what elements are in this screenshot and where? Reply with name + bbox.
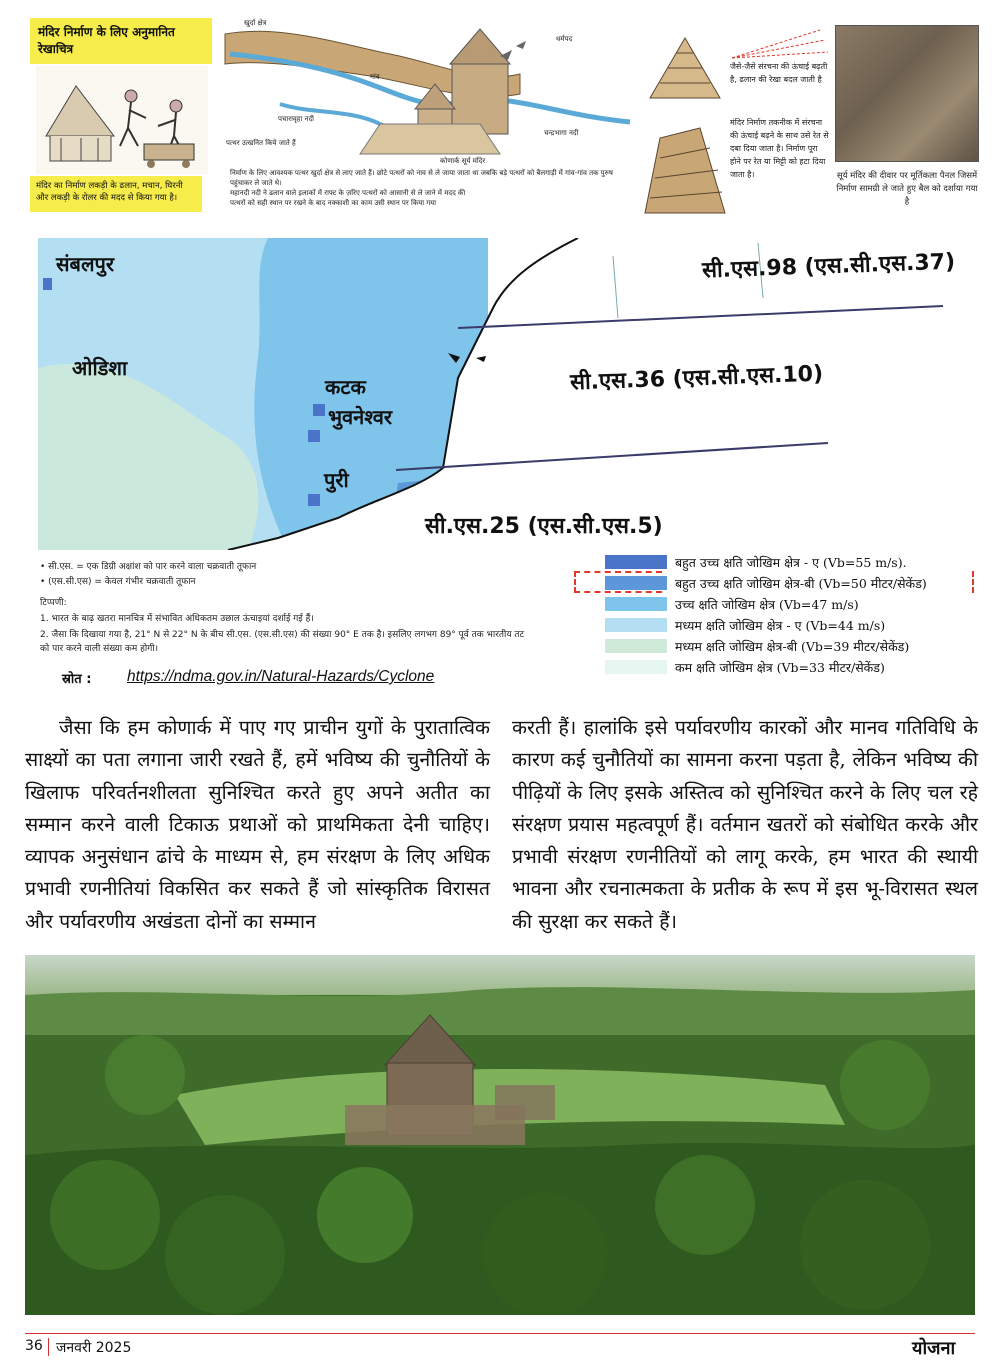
legend-label-low: कम क्षति जोखिम क्षेत्र (Vb=33 मीटर/सेकेंड) bbox=[675, 660, 885, 675]
abbr-note-2-text: (एस.सी.एस) = केवल गंभीर चक्रवाती तूफान bbox=[48, 577, 196, 587]
label-khurda: खुर्दा क्षेत्र bbox=[244, 19, 267, 27]
legend-item-moderate-a bbox=[675, 617, 885, 634]
legend-label-moderate-a: मध्यम क्षति जोखिम क्षेत्र - ए (Vb=44 m/s) bbox=[675, 618, 886, 633]
legend-swatch-moderate-b bbox=[605, 639, 667, 653]
illustration-bullets bbox=[230, 168, 630, 208]
abbr-note-2: • (एस.सी.एस) = केवल गंभीर चक्रवाती तूफान bbox=[40, 577, 196, 587]
panel-caption: सूर्य मंदिर की दीवार पर मूर्तिकला पैनल जिसमें निर्माण सामग्री ले जाते हुए बैल को दर्शाया गया है bbox=[836, 171, 978, 207]
issue-month: जनवरी 2025 bbox=[56, 1340, 132, 1356]
legend-swatch-high bbox=[605, 597, 667, 611]
label-konark: कोणार्क सूर्य मंदिर bbox=[440, 157, 486, 165]
abbr-note-1: • सी.एस. = एक डिग्री अक्षांश को पार करने वाला चक्रवाती तूफान bbox=[40, 562, 257, 572]
magazine-name: योजना bbox=[912, 1338, 956, 1359]
legend-item-zone-a bbox=[675, 554, 907, 571]
track-cs25: सी.एस.25 (एस.सी.एस.5) bbox=[425, 514, 663, 539]
slope-note: जैसे-जैसे संरचना की ऊंचाई बढ़ती है, ढलान की रेखा बदल जाती है bbox=[730, 62, 828, 84]
legend-swatch-zone-a bbox=[605, 555, 667, 569]
place-puri: पुरी bbox=[324, 468, 349, 492]
article-column-1: जैसा कि हम कोणार्क में पाए गए प्राचीन युगों के पुरातात्विक साक्ष्यों का पता लगाना जारी रखते हैं, हमें भविष्य की चुनौतियों के खिलाफ परिवर्तनशीलता सुनिश्चित करते हुए अपने अतीत का सम्मान करने वाली टिकाऊ प्रथाओं को प्राथमिकता देनी चाहिए। व्यापक अनुसंधान ढांचे के माध्यम से, हम संरक्षण के लिए अधिक प्रभावी रणनीतियां विकसित कर सकते हैं जो सांस्कृतिक विरासत और पर्यावरणीय अखंडता दोनों का सम्मान bbox=[25, 716, 490, 933]
source-link[interactable]: https://ndma.gov.in/Natural-Hazards/Cyclone bbox=[127, 668, 435, 685]
label-prachi: पचारावृहा नदी bbox=[278, 115, 314, 123]
footer-divider bbox=[48, 1338, 49, 1356]
legend-label-zone-b: बहुत उच्च क्षति जोखिम क्षेत्र-बी (Vb=50 मीटर/सेकेंड) bbox=[675, 576, 927, 591]
track-cs36: सी.एस.36 (एस.सी.एस.10) bbox=[569, 361, 824, 396]
page-number: 36 bbox=[25, 1338, 43, 1354]
workers-sketch bbox=[36, 66, 208, 174]
track-cs98: सी.एस.98 (एस.सी.एस.37) bbox=[701, 249, 956, 284]
legend-item-high bbox=[675, 596, 859, 613]
note-1: 1. भारत के बाढ़ खतरा मानचित्र में संभावित अधिकतम उछाल ऊंचाइयां दर्शाई गई हैं। bbox=[40, 614, 314, 624]
konark-aerial-photo bbox=[25, 955, 975, 1315]
illustration-title: मंदिर निर्माण के लिए अनुमानित रेखाचित्र bbox=[30, 18, 212, 64]
sculpture-panel-image bbox=[835, 25, 979, 162]
cyclone-risk-map bbox=[38, 238, 960, 550]
sand-note: मंदिर निर्माण तकनीक में संरचना की ऊंचाई बढ़ने के साथ उसे रेत से दबा दिया जाता है। निर्माण पूरा होने पर रेत या मिट्टी को हटा दिया जाता है। bbox=[730, 118, 829, 179]
label-chandrabhaga: चन्द्रभागा नदी bbox=[544, 129, 579, 137]
place-odisha: ओडिशा bbox=[72, 356, 128, 380]
bullet-3: पत्थरों को सही स्थान पर रखने के बाद नक्काशी का काम उसी स्थान पर किया गया bbox=[230, 199, 437, 207]
note-2a: 2. जैसा कि दिखाया गया है, 21° N से 22° N के बीच सी.एस. (एस.सी.एस) की संख्या 90° E तक है। इसलिए लगभग 89° पूर्व तक भारतीय तट bbox=[40, 630, 525, 640]
legend-label-zone-a: बहुत उच्च क्षति जोखिम क्षेत्र - ए (Vb=55 m/s). bbox=[675, 555, 907, 570]
label-dharmapad: धर्मपद bbox=[556, 35, 573, 43]
legend-swatch-low bbox=[605, 660, 667, 674]
legend-item-low bbox=[675, 659, 885, 676]
place-sambalpur: संबलपुर bbox=[56, 252, 115, 276]
place-cuttack: कटक bbox=[325, 375, 366, 399]
source-label: स्रोत : bbox=[62, 672, 92, 687]
bullet-2: महानदी नदी ने ढलान वाले इलाकों में राफ्ट के ज़रिए पत्थरों को आसानी से ले जाने में मदद की bbox=[230, 189, 466, 197]
abbr-note-1-text: सी.एस. = एक डिग्री अक्षांश को पार करने वाला चक्रवाती तूफान bbox=[48, 562, 257, 572]
legend-highlight-box-edges bbox=[574, 571, 662, 593]
article-column-2: करती हैं। हालांकि इसे पर्यावरणीय कारकों और मानव गतिविधि के कारण कई चुनौतियों का सामना करना पड़ता है, लेकिन भविष्य की पीढ़ियों के लिए इसके अस्तित्व को सुनिश्चित करने के लिए चल रहे संरक्षण प्रयास महत्वपूर्ण हैं। वर्तमान खतरों को संबोधित करके और प्रभावी संरक्षण रणनीतियों को लागू करके, हम भारत की स्थायी भावना और रचनात्मकता के प्रतीक के रूप में इस भू-विरासत स्थल की सुरक्षा कर सकते हैं। bbox=[512, 716, 978, 933]
legend-item-moderate-b bbox=[675, 638, 909, 655]
note-2b: को पार करने वाली संख्या कम होगी। bbox=[40, 644, 159, 654]
notes-heading: टिप्पणी: bbox=[40, 598, 67, 608]
legend-swatch-moderate-a bbox=[605, 618, 667, 632]
legend-label-high: उच्च क्षति जोखिम क्षेत्र (Vb=47 m/s) bbox=[675, 597, 859, 612]
place-bhubaneswar: भुवनेश्वर bbox=[328, 405, 393, 429]
label-quarry: पत्थर उत्खनित किये जाते हैं bbox=[226, 139, 296, 147]
footer-rule bbox=[25, 1333, 975, 1334]
slope-lines-sketch bbox=[730, 28, 830, 62]
legend-label-moderate-b: मध्यम क्षति जोखिम क्षेत्र-बी (Vb=39 मीटर/सेकेंड) bbox=[675, 639, 910, 654]
illustration-caption-left: मंदिर का निर्माण लकड़ी के ढलान, मचान, घिरनी और लकड़ी के रोलर की मदद से किया गया है। bbox=[30, 176, 202, 212]
label-village: गांव bbox=[370, 73, 380, 81]
bullet-1: निर्माण के लिए आवश्यक पत्थर खुर्दा क्षेत्र से लाए जाते हैं। छोटे पत्थरों को नाव से ले जाया जाता था जबकि बड़े पत्थरों को बैलगाड़ी में गांव-गांव तक पुरुष पहुंचाकर ले जाते थे। bbox=[230, 169, 613, 187]
ramp-sketches bbox=[640, 28, 730, 218]
